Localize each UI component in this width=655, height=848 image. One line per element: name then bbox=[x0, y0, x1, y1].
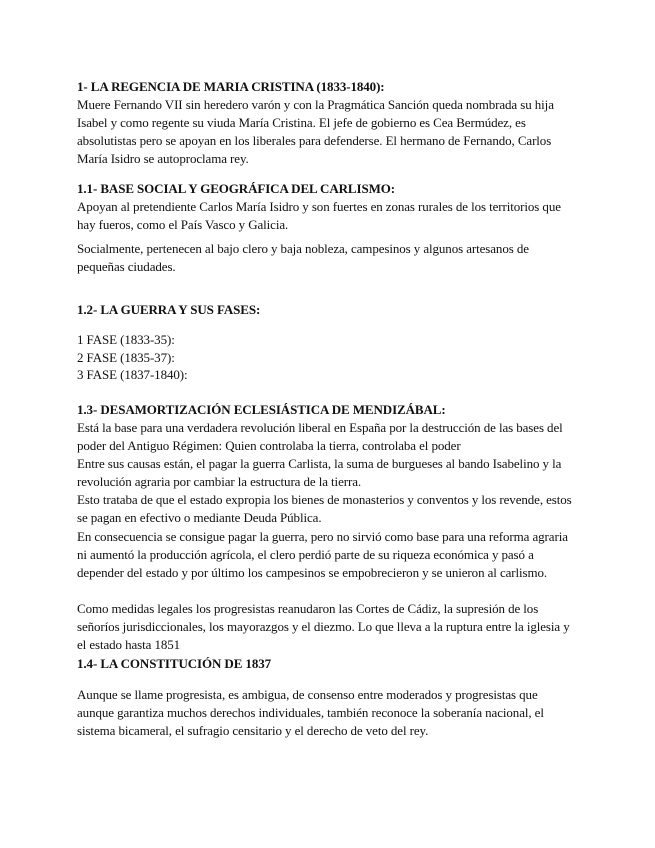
paragraph-line: pequeñas ciudades. bbox=[77, 259, 176, 274]
section-heading: 1- LA REGENCIA DE MARIA CRISTINA (1833-1840): bbox=[77, 79, 385, 94]
paragraph-line: depender del estado y por último los campesinos se empobrecieron y se unieron al carlismo. bbox=[77, 565, 548, 580]
paragraph-line: aunque garantiza muchos derechos individuales, también reconoce la soberanía nacional, el bbox=[77, 705, 544, 720]
paragraph-line: Apoyan al pretendiente Carlos María Isidro y son fuertes en zonas rurales de los territorios que bbox=[77, 199, 561, 214]
paragraph-line: 1 FASE (1833-35): bbox=[77, 332, 175, 347]
paragraph-line: revolución agraria por cambiar la estructura de la tierra. bbox=[77, 474, 362, 489]
paragraph-line: Socialmente, pertenecen al bajo clero y baja nobleza, campesinos y algunos artesanos de bbox=[77, 241, 529, 256]
paragraph-line: En consecuencia se consigue pagar la guerra, pero no sirvió como base para una reforma agraria bbox=[77, 529, 568, 544]
paragraph-line: señoríos jurisdiccionales, los mayorazgos y el diezmo. Lo que lleva a la ruptura entre la iglesia y bbox=[77, 619, 570, 634]
paragraph-line: se pagan en efectivo o mediante Deuda Pública. bbox=[77, 510, 322, 525]
paragraph-line: Aunque se llame progresista, es ambigua, de consenso entre moderados y progresistas que bbox=[77, 687, 538, 702]
paragraph-line: poder del Antiguo Régimen: Quien controlaba la tierra, controlaba el poder bbox=[77, 438, 461, 453]
paragraph-line: sistema bicameral, el sufragio censitario y el derecho de veto del rey. bbox=[77, 723, 429, 738]
paragraph-line: Isabel y como regente su viuda María Cristina. El jefe de gobierno es Cea Bermúdez, es bbox=[77, 115, 526, 130]
paragraph-line: Como medidas legales los progresistas reanudaron las Cortes de Cádiz, la supresión de los bbox=[77, 601, 539, 616]
paragraph-line: ni aumentó la producción agrícola, el clero perdió parte de su riqueza económica y pasó a bbox=[77, 547, 534, 562]
section-heading: 1.4- LA CONSTITUCIÓN DE 1837 bbox=[77, 656, 272, 671]
paragraph-line: el estado hasta 1851 bbox=[77, 637, 181, 652]
paragraph-line: Entre sus causas están, el pagar la guerra Carlista, la suma de burgueses al bando Isabelino y la bbox=[77, 456, 562, 471]
paragraph-line: Esto trataba de que el estado expropia los bienes de monasterios y conventos y los revende, estos bbox=[77, 492, 572, 507]
section-heading: 1.2- LA GUERRA Y SUS FASES: bbox=[77, 302, 261, 317]
paragraph-line: absolutistas pero se apoyan en los liberales para defenderse. El hermano de Fernando, Carlos bbox=[77, 133, 552, 148]
paragraph-line: María Isidro se autoproclama rey. bbox=[77, 151, 249, 166]
section-heading: 1.1- BASE SOCIAL Y GEOGRÁFICA DEL CARLISMO: bbox=[77, 181, 395, 196]
paragraph-line: Está la base para una verdadera revolución liberal en España por la destrucción de las bases del bbox=[77, 420, 563, 435]
paragraph-line: Muere Fernando VII sin heredero varón y con la Pragmática Sanción queda nombrada su hija bbox=[77, 97, 554, 112]
paragraph-line: hay fueros, como el País Vasco y Galicia. bbox=[77, 217, 289, 232]
section-heading: 1.3- DESAMORTIZACIÓN ECLESIÁSTICA DE MENDIZÁBAL: bbox=[77, 402, 446, 417]
paragraph-line: 3 FASE (1837-1840): bbox=[77, 367, 188, 382]
paragraph-line: 2 FASE (1835-37): bbox=[77, 350, 175, 365]
